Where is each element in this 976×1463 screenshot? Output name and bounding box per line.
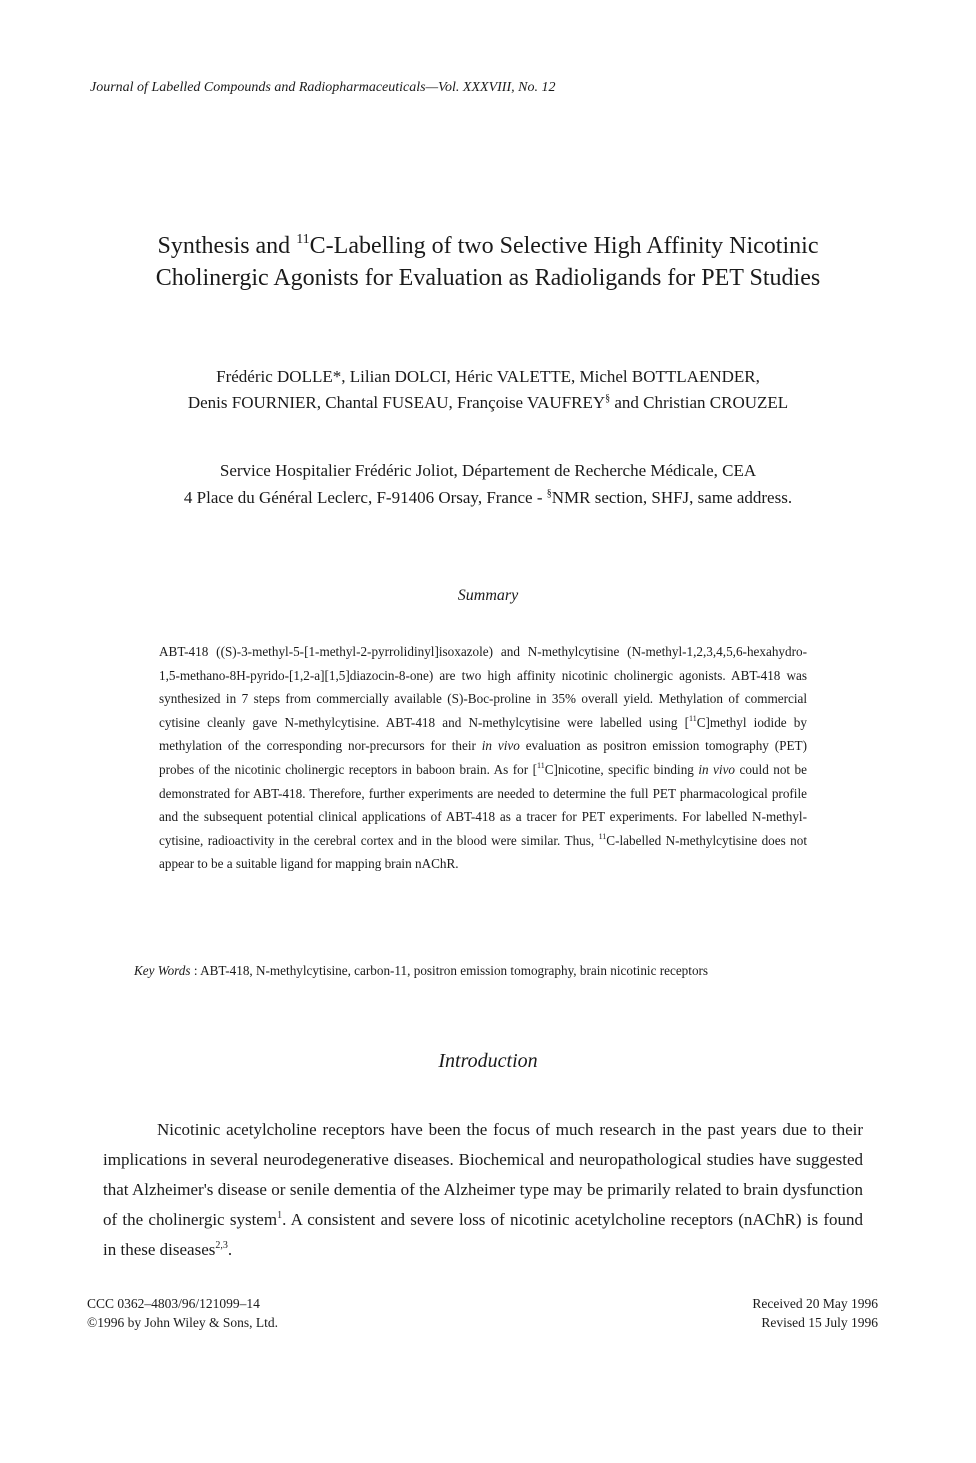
affiliation-line-2: 4 Place du Général Leclerc, F-91406 Orsay, France - §NMR section, SHFJ, same address. (183, 488, 793, 507)
author-list (0, 364, 976, 416)
affiliation-line-1: Service Hospitalier Frédéric Joliot, Département de Recherche Médicale, CEA (219, 461, 757, 480)
keywords (134, 963, 854, 979)
introduction-text (103, 1115, 863, 1265)
introduction-heading: Introduction (438, 1050, 538, 1072)
footer-dates (752, 1294, 878, 1332)
introduction-paragraph: Nicotinic acetylcholine receptors have been the focus of much research in the past years due to their implications in several neurodegenerative diseases. Biochemical and neuropathological studies have suggested that Alzheimer's disease or senile dementia of the Alzheimer type may be primarily related to brain dysfunction of the cholinergic system$^1$. A consistent and severe loss of nicotinic acetylcholine receptors (nAChR) is found in these diseases$^{2,3}$. (103, 1120, 863, 1259)
revised-date: Revised 15 July 1996 (761, 1315, 878, 1330)
footer-ccc (87, 1294, 278, 1332)
ccc-code: CCC 0362–4803/96/121099–14 (87, 1296, 260, 1311)
keywords-text: : ABT-418, N-methylcytisine, carbon-11, positron emission tomography, brain nicotinic receptors (190, 963, 709, 978)
title-line-2: Cholinergic Agonists for Evaluation as Radioligands for PET Studies (155, 265, 821, 291)
authors-line-1: Frédéric DOLLE*, Lilian DOLCI, Héric VALETTE, Michel BOTTLAENDER, (216, 367, 760, 386)
paper-title (0, 230, 976, 294)
copyright: ©1996 by John Wiley & Sons, Ltd. (87, 1315, 278, 1330)
affiliation (0, 457, 976, 511)
authors-line-2: Denis FOURNIER, Chantal FUSEAU, Françoise VAUFREY§ and Christian CROUZEL (187, 393, 789, 412)
keywords-label: Key Words (134, 963, 191, 978)
summary-heading: Summary (457, 587, 519, 604)
journal-header: Journal of Labelled Compounds and Radiopharmaceuticals—Vol. XXXVIII, No. 12 (90, 80, 556, 95)
summary-text: ABT-418 ((S)-3-methyl-5-[1-methyl-2-pyrrolidinyl]isoxazole) and N-methylcytisine (N-methyl-1,2,3,4,5,6-hexahydro-1,5-methano-8H-pyrido-[1,2-a][1,5]diazocin-8-one) are two high affinity nicotinic cholinergic agonists. ABT-418 was synthesized in 7 steps from commercially available (S)-Boc-proline in 35% overall yield. Methylation of commercial cytisine cleanly gave N-methylcytisine. ABT-418 and N-methylcytisine were labelled using [$^{11}$C]methyl iodide by methylation of the corresponding nor-precursors for their in vivo evaluation as positron emission tomography (PET) probes of the nicotinic cholinergic receptors in baboon brain. As for [$^{11}$C]nicotine, specific binding in vivo could not be demonstrated for ABT-418. Therefore, further experiments are needed to determine the full PET pharmacological profile and the subsequent potential clinical applications of ABT-418 as a tracer for PET experiments. For labelled N-methyl-cytisine, radioactivity in the cerebral cortex and in the blood were similar. Thus, $^{11}$C-labelled N-methylcytisine does not appear to be a suitable ligand for mapping brain nAChR. (159, 644, 807, 872)
received-date: Received 20 May 1996 (752, 1296, 878, 1311)
title-line-1: Synthesis and $^{11}$C-Labelling of two Selective High Affinity Nicotinic (157, 232, 819, 259)
